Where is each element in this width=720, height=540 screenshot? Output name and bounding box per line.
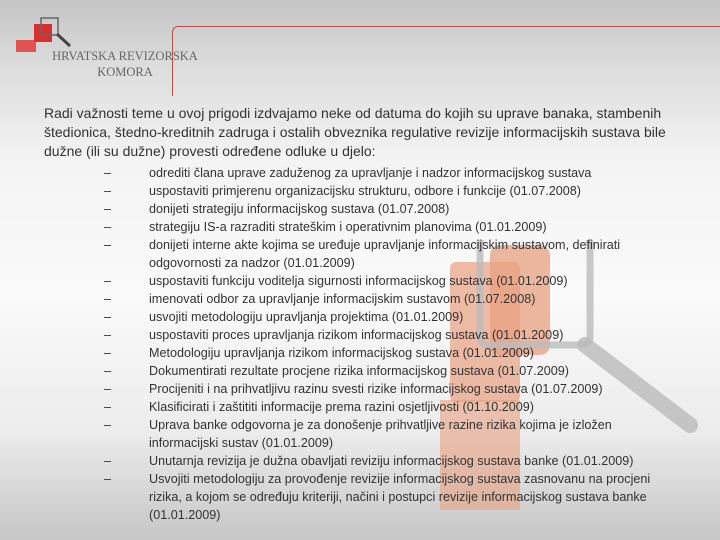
list-item-text: usvojiti metodologiju upravljanja projektima (01.01.2009) (149, 310, 464, 324)
list-item-text: Usvojiti metodologiju za provođenje revizije informacijskog sustava zasnovanu na procjeni rizika, a kojom se određuju kriteriji, načini i postupci revizije informacijskog sustava banke (01.01.2009) (149, 472, 651, 522)
bullet-dash: – (104, 292, 112, 306)
deadline-list (104, 164, 684, 524)
logo-line2: KOMORA (97, 65, 153, 79)
list-item-text: Metodologiju upravljanja rizikom informacijskog sustava (01.01.2009) (149, 346, 535, 360)
list-item (104, 326, 684, 344)
bullet-dash: – (104, 364, 112, 378)
bullet-dash: – (104, 454, 112, 468)
bullet-dash: – (104, 184, 112, 198)
list-item-text: Klasificirati i zaštititi informacije prema razini osjetljivosti (01.10.2009) (149, 400, 534, 414)
logo-line1: HRVATSKA REVIZORSKA (52, 49, 198, 63)
intro-paragraph: Radi važnosti teme u ovoj prigodi izdvajamo neke od datuma do kojih su uprave banaka, stambenih štedionica, štedno-kreditnih zadruga i ostalih obveznika regulative revizije informacijskih sustava bile dužne (ili su dužne) provesti određene odluke u djelo: (44, 105, 666, 159)
list-item (104, 470, 684, 524)
list-item-text: Dokumentirati rezultate procjene rizika informacijskog sustava (01.07.2009) (149, 364, 569, 378)
bullet-dash: – (104, 400, 112, 414)
list-item (104, 182, 684, 200)
bullet-dash: – (104, 238, 112, 252)
list-item (104, 398, 684, 416)
list-item-text: Uprava banke odgovorna je za donošenje prihvatljive razine rizika kojima je izložen informacijski sustav (01.01.2009) (149, 418, 612, 450)
bullet-dash: – (104, 274, 112, 288)
list-item-text: Unutarnja revizija je dužna obavljati reviziju informacijskog sustava banke (01.01.2009) (149, 454, 634, 468)
list-item (104, 200, 684, 218)
list-item (104, 344, 684, 362)
bullet-dash: – (104, 382, 112, 396)
list-item (104, 290, 684, 308)
list-item (104, 218, 684, 236)
list-item-text: donijeti interne akte kojima se uređuje upravljanje informacijskim sustavom, definirati odgovornosti za nadzor (01.01.2009) (149, 238, 621, 270)
list-item (104, 236, 684, 272)
list-item (104, 362, 684, 380)
bullet-dash: – (104, 418, 112, 432)
list-item-text: strategiju IS-a razraditi strateškim i operativnim planovima (01.01.2009) (149, 220, 547, 234)
list-item (104, 272, 684, 290)
list-item (104, 308, 684, 326)
list-item-text: Procijeniti i na prihvatljivu razinu svesti rizike informacijskog sustava (01.07.2009) (149, 382, 603, 396)
list-item (104, 164, 684, 182)
bullet-dash: – (104, 472, 112, 486)
logo-text (30, 48, 220, 80)
bullet-dash: – (104, 166, 112, 180)
list-item (104, 380, 684, 398)
list-item-text: donijeti strategiju informacijskog sustava (01.07.2008) (149, 202, 450, 216)
list-item-text: uspostaviti proces upravljanja rizikom informacijskog sustava (01.01.2009) (149, 328, 564, 342)
list-item-text: uspostaviti primjerenu organizacijsku strukturu, odbore i funkcije (01.07.2008) (149, 184, 581, 198)
list-item-text: uspostaviti funkciju voditelja sigurnosti informacijskog sustava (01.01.2009) (149, 274, 568, 288)
header-frame (172, 26, 720, 96)
bullet-dash: – (104, 328, 112, 342)
bullet-dash: – (104, 310, 112, 324)
bullet-dash: – (104, 220, 112, 234)
list-item (104, 416, 684, 452)
list-item-text: odrediti člana uprave zaduženog za upravljanje i nadzor informacijskog sustava (149, 166, 592, 180)
bullet-dash: – (104, 346, 112, 360)
bullet-dash: – (104, 202, 112, 216)
list-item-text: imenovati odbor za upravljanje informacijskim sustavom (01.07.2008) (149, 292, 536, 306)
list-item (104, 452, 684, 470)
